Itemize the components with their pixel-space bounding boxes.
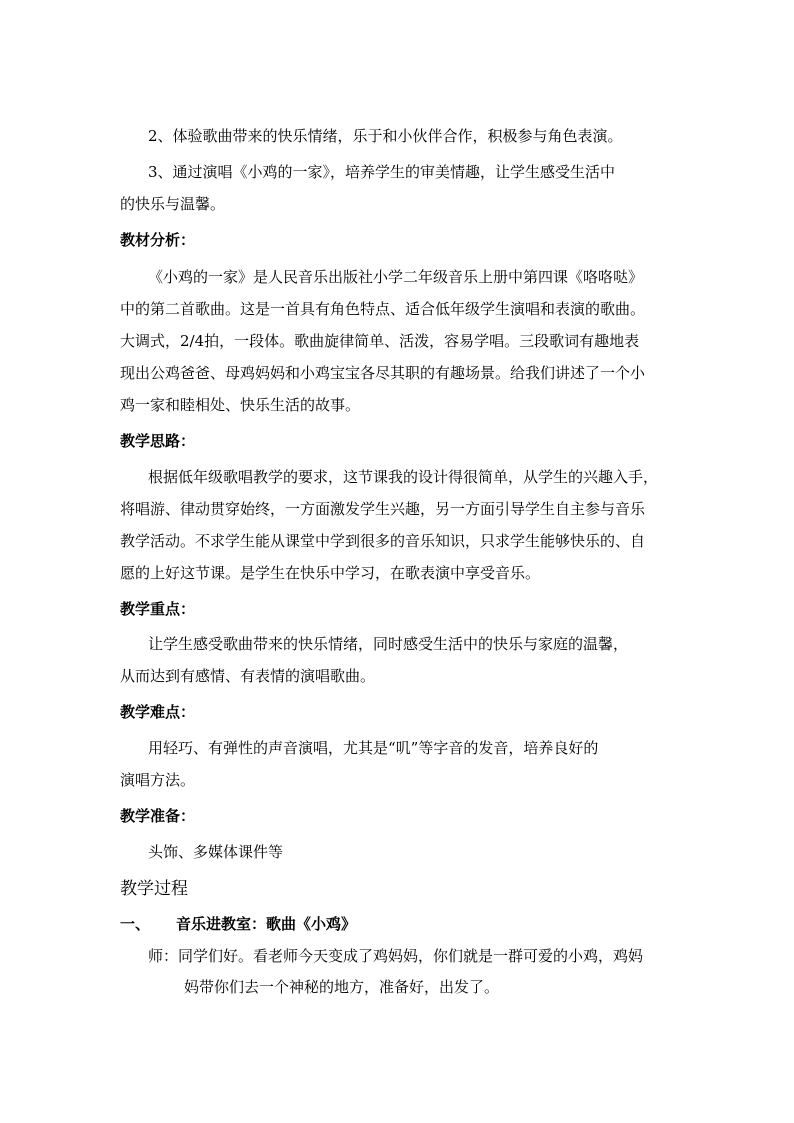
focus-line: 从而达到有感情、有表情的演唱歌曲。	[120, 667, 376, 685]
goal-item-3-line1: 3、通过演唱《小鸡的一家》，培养学生的审美情趣，让学生感受生活中	[148, 163, 616, 181]
goal-item-2: 2、体验歌曲带来的快乐情绪，乐于和小伙伴合作，积极参与角色表演。	[148, 127, 623, 145]
approach-line: 将唱游、律动贯穿始终，一方面激发学生兴趣，另一方面引导学生自主参与音乐	[120, 500, 646, 518]
prep-line: 头饰、多媒体课件等	[148, 843, 284, 861]
analysis-heading: 教材分析：	[120, 231, 196, 249]
teacher-line-1: 师：同学们好。看老师今天变成了鸡妈妈，你们就是一群可爱的小鸡，鸡妈	[148, 947, 644, 965]
difficulty-line: 演唱方法。	[120, 771, 196, 789]
difficulty-line: 用轻巧、有弹性的声音演唱，尤其是“叽”等字音的发音，培养良好的	[148, 739, 599, 757]
goal-item-3-line2: 的快乐与温馨。	[120, 195, 226, 213]
difficulty-heading: 教学难点：	[120, 703, 196, 721]
approach-line: 愿的上好这节课。是学生在快乐中学习，在歌表演中享受音乐。	[120, 564, 541, 582]
approach-heading: 教学思路：	[120, 432, 196, 450]
approach-line: 教学活动。不求学生能从课堂中学到很多的音乐知识，只求学生能够快乐的、自	[120, 532, 646, 550]
teacher-line-2: 妈带你们去一个神秘的地方，准备好，出发了。	[184, 978, 500, 996]
analysis-line: 大调式，2/4拍，一段体。歌曲旋律简单、活泼，容易学唱。三段歌词有趣地表	[120, 332, 640, 350]
analysis-line: 中的第二首歌曲。这是一首具有角色特点、适合低年级学生演唱和表演的歌曲。	[120, 300, 646, 318]
focus-heading: 教学重点：	[120, 600, 196, 618]
section-title: 音乐进教室：歌曲《小鸡》	[176, 915, 357, 933]
process-title: 教学过程	[120, 879, 188, 899]
focus-line: 让学生感受歌曲带来的快乐情绪，同时感受生活中的快乐与家庭的温馨，	[148, 635, 629, 653]
prep-heading: 教学准备：	[120, 807, 196, 825]
analysis-line: 现出公鸡爸爸、母鸡妈妈和小鸡宝宝各尽其职的有趣场景。给我们讲述了一个小	[120, 364, 646, 382]
approach-line: 根据低年级歌唱教学的要求，这节课我的设计得很简单，从学生的兴趣入手，	[148, 468, 659, 486]
analysis-line: 鸡一家和睦相处、快乐生活的故事。	[120, 396, 361, 414]
section-number: 一、	[120, 915, 151, 933]
analysis-line: 《小鸡的一家》是人民音乐出版社小学二年级音乐上册中第四课《咯咯哒》	[148, 268, 644, 286]
